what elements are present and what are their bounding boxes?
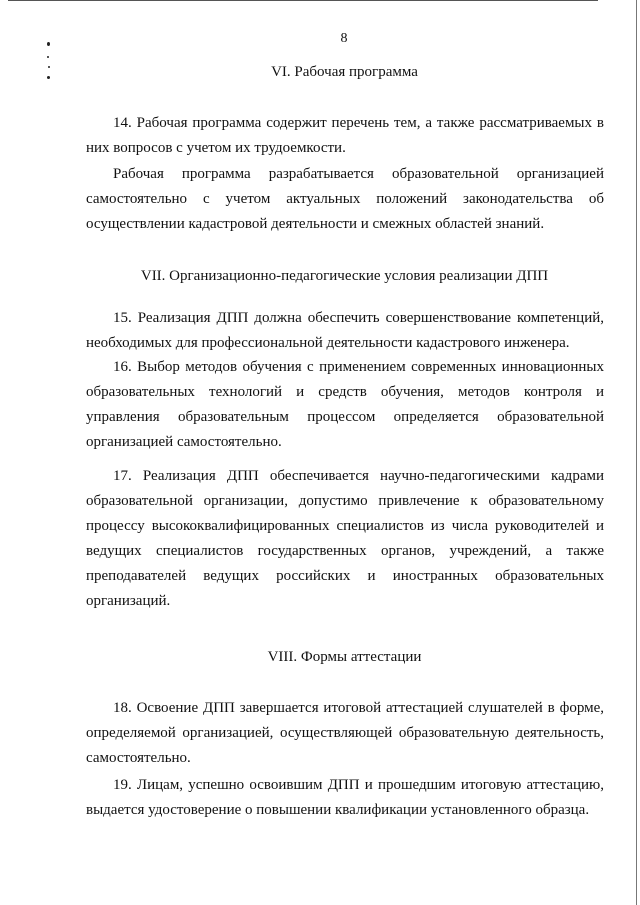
scan-speck	[47, 76, 50, 79]
paragraph-17: 17. Реализация ДПП обеспечивается научно-педагогическими кадрами образовательной организации, допустимо привлечение к образовательному процессу высококвалифицированных специалистов из числа руководителей и ведущих специалистов государственных органов, учреждений, а также преподавателей ведущих российских и иностранных образовательных организаций.	[86, 468, 604, 609]
scan-right-edge	[636, 0, 637, 905]
section-heading-viii: VIII. Формы аттестации	[267, 649, 422, 665]
section-heading-vii: VII. Организационно-педагогические условия реализации ДПП	[140, 268, 549, 284]
scan-top-edge	[8, 0, 598, 1]
paragraph-19: 19. Лицам, успешно освоившим ДПП и прошедшим итоговую аттестацию, выдается удостоверение о повышении квалификации установленного образца.	[86, 777, 604, 818]
scan-speck	[47, 56, 49, 58]
scan-speck	[48, 66, 50, 68]
paragraph-work-program: Рабочая программа разрабатывается образовательной организацией самостоятельно с учетом актуальных положений законодательства об осуществлении кадастровой деятельности и смежных областей знаний.	[86, 166, 604, 232]
section-heading-vi: VI. Рабочая программа	[271, 64, 418, 80]
page-number: 8	[340, 31, 348, 46]
paragraph-16: 16. Выбор методов обучения с применением современных инновационных образовательных технологий и средств обучения, методов контроля и управления образовательным процессом определяется образовательной организацией самостоятельно.	[86, 359, 604, 450]
paragraph-18: 18. Освоение ДПП завершается итоговой аттестацией слушателей в форме, определяемой организацией, осуществляющей образовательную деятельность, самостоятельно.	[86, 700, 604, 766]
paragraph-15: 15. Реализация ДПП должна обеспечить совершенствование компетенций, необходимых для профессиональной деятельности кадастрового инженера.	[86, 310, 604, 351]
paragraph-14: 14. Рабочая программа содержит перечень тем, а также рассматриваемых в них вопросов с учетом их трудоемкости.	[86, 115, 604, 156]
